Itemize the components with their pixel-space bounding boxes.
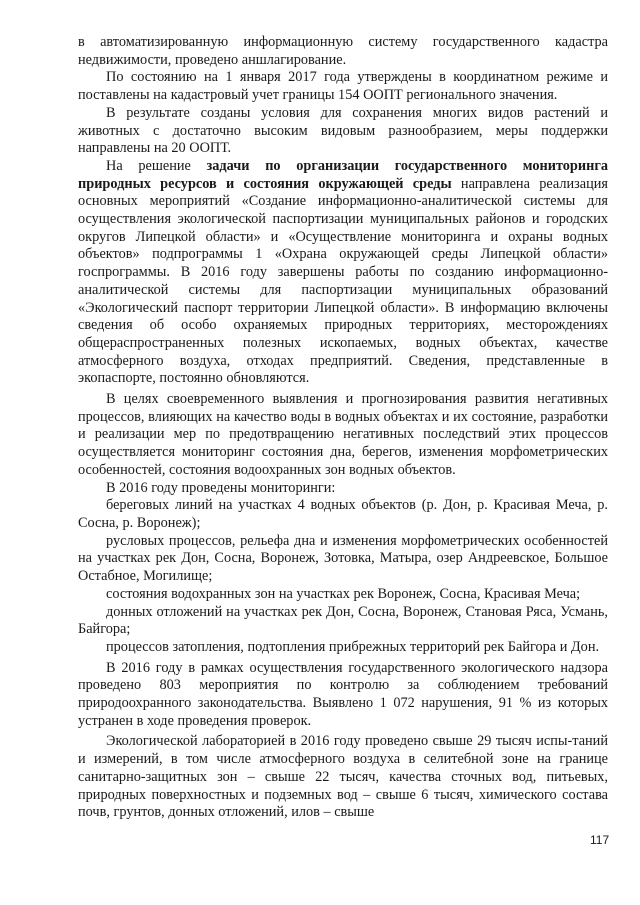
paragraph-monitoring-list-intro: В 2016 году проведены мониторинги: <box>106 479 336 496</box>
paragraph-monitoring-task <box>78 158 608 388</box>
list-item-channel-processes: русловых процессов, рельефа дна и изменения морфометрических особенностей на участках рек Дон, Сосна, Воронеж, Зотовка, Матыра, озер Андреевское, Большое Остабное, Могилище; <box>78 532 608 585</box>
paragraph-monitoring-task-intro: На решение <box>106 157 207 174</box>
paragraph-oopt-boundaries: По состоянию на 1 января 2017 года утверждены в координатном режиме и поставлены на кадастровый учет границы 154 ООПТ регионального значения. <box>78 69 608 104</box>
paragraph-cadastre-continuation: в автоматизированную информационную систему государственного кадастра недвижимости, проведено аншлагирование. <box>78 34 608 68</box>
paragraph-water-monitoring: В целях своевременного выявления и прогнозирования развития негативных процессов, влияющих на качество воды в водных объектах и их состояние, разработки и реализации мер по предотвращению негативных последствий этих процессов осуществляется мониторинг состояния дна, берегов, изменения морфометрических особенностей, состояния водоохранных зон водных объектов. <box>78 391 608 478</box>
list-item-protection-zones: состояния водохранных зон на участках рек Воронеж, Сосна, Красивая Меча; <box>106 585 581 602</box>
document-page <box>78 34 608 822</box>
paragraph-monitoring-task-body: направлена реализация основных мероприятий «Создание информационно-аналитической системы для осуществления экологической паспортизации муниципальных районов и городских округов Липецкой области» и «Осуществление мониторинга и охраны водных объектов» подпрограммы 1 «Охрана окружающей среды Липецкой области» госпрограммы. В 2016 году завершены работы по созданию информационно-аналитической системы для паспортизации муниципальных образований «Экологический паспорт территории Липецкой области». В информацию включены сведения об особо охраняемых природных территориях, месторождениях общераспространенных полезных ископаемых, водных объектах, качестве атмосферного воздуха, отходах предприятий. Сведения, представленные в экопаспорте, постоянно обновляются. <box>78 175 608 387</box>
list-item-bottom-sediments: донных отложений на участках рек Дон, Сосна, Воронеж, Становая Ряса, Усмань, Байгора; <box>78 603 608 638</box>
paragraph-laboratory-tests: Экологической лабораторией в 2016 году проведено свыше 29 тысяч испы-таний и измерений, в том числе атмосферного воздуха в селитебной зоне на границе санитарно-защитных зон – свыше 22 тысяч, качества сточных вод, питьевых, природных поверхностных и подземных вод – свыше 6 тысяч, химического состава почв, грунтов, донных отложений, илов – свыше <box>78 733 608 821</box>
paragraph-biodiversity: В результате созданы условия для сохранения многих видов растений и животных с достаточно высоким видовым разнообразием, меры поддержки направлены на 20 ООПТ. <box>78 104 608 157</box>
paragraph-ecological-supervision: В 2016 году в рамках осуществления государственного экологического надзора проведено 803 мероприятия по контролю за соблюдением требований природоохранного законодательства. Выявлено 1 072 нарушения, 91 % из которых устранен в ходе проведения проверок. <box>78 659 608 729</box>
list-item-shorelines: береговых линий на участках 4 водных объектов (р. Дон, р. Красивая Меча, р. Сосна, р. Воронеж); <box>78 497 608 531</box>
paragraph-monitoring-task-bold: задачи по организации государственного мониторинга природных ресурсов и состояния окружающей среды <box>78 157 608 192</box>
page-number: 117 <box>590 833 610 847</box>
list-item-flooding: процессов затопления, подтопления прибрежных территорий рек Байгора и Дон. <box>106 638 600 655</box>
